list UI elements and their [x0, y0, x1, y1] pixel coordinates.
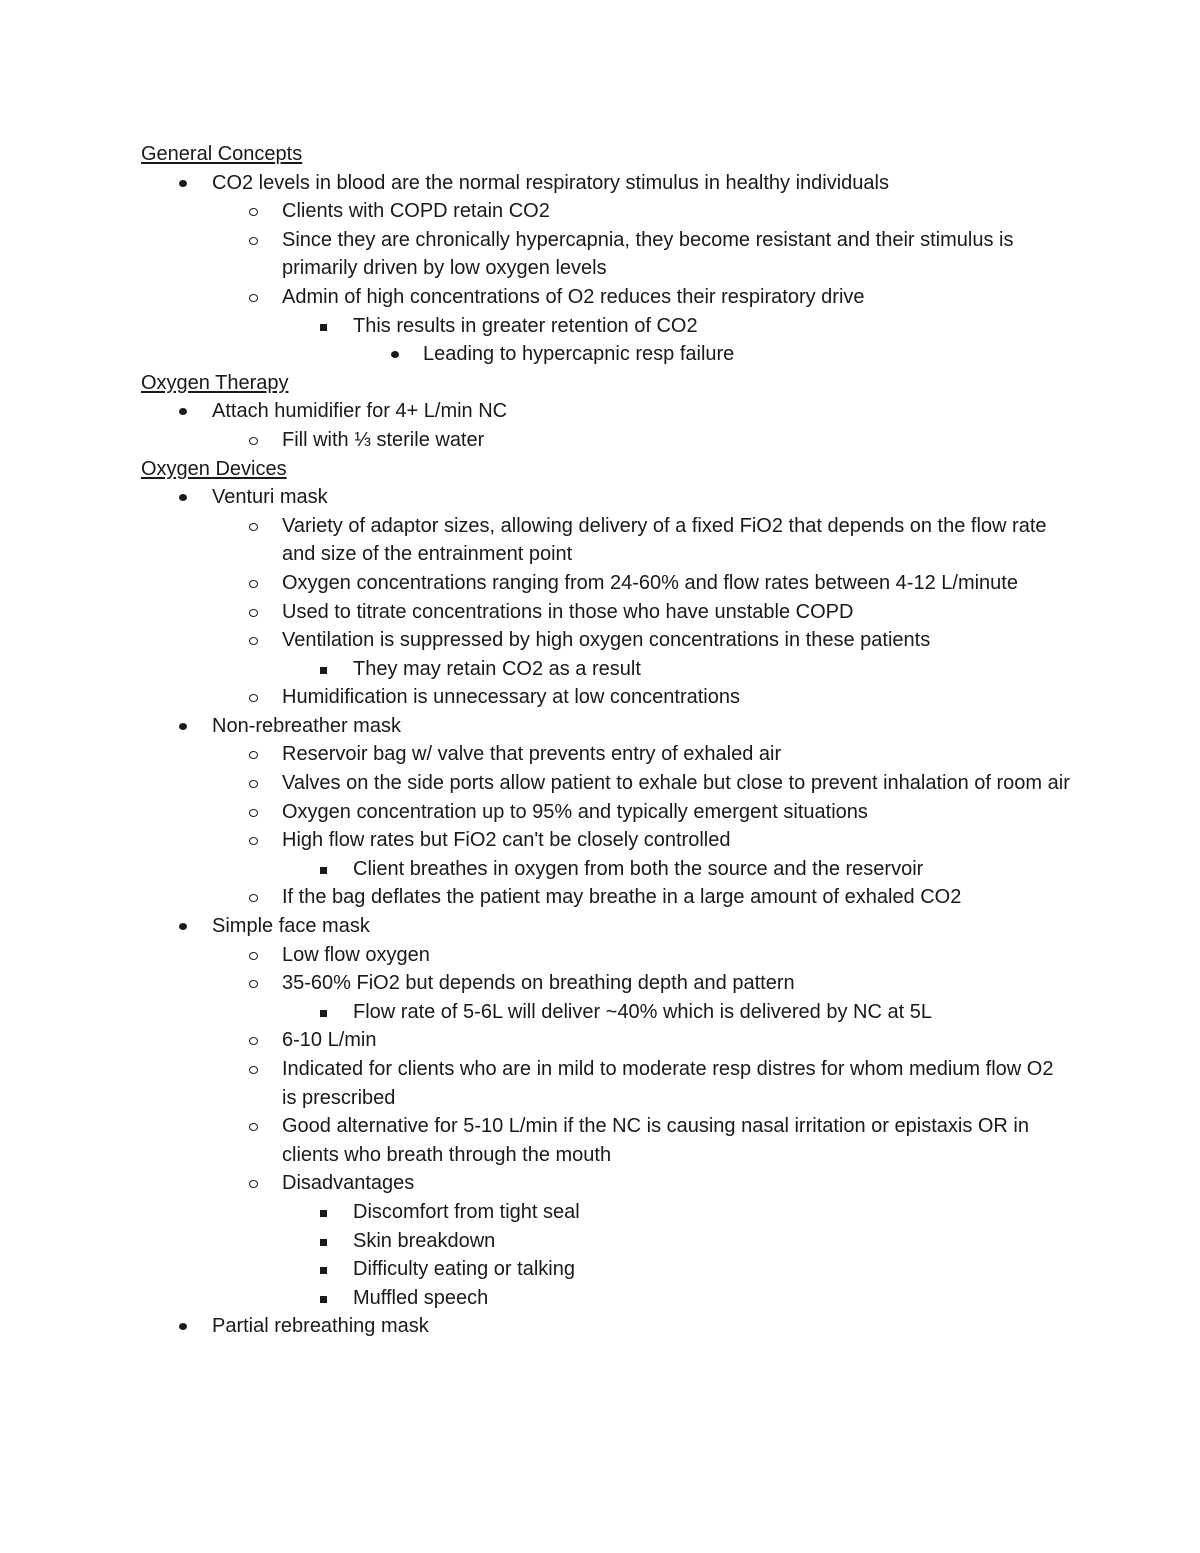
- list-item: [141, 312, 1071, 341]
- disc-bullet-icon: [179, 723, 187, 730]
- list-item: [141, 1198, 1071, 1227]
- list-item-text: Skin breakdown: [353, 1229, 496, 1252]
- square-bullet-icon: [320, 667, 327, 674]
- list-item-text: Muffled speech: [353, 1286, 489, 1309]
- disc-bullet-icon: [179, 923, 187, 930]
- circle-bullet-icon: [249, 580, 258, 588]
- list-item-text: Indicated for clients who are in mild to moderate resp distres for whom medium flow O2 is prescribed: [282, 1058, 1054, 1109]
- circle-bullet-icon: [249, 1180, 258, 1188]
- list-item: [141, 941, 1071, 970]
- circle-bullet-icon: [249, 980, 258, 988]
- list-item-text: Partial rebreathing mask: [212, 1315, 429, 1338]
- list-item: [141, 1312, 1071, 1341]
- list-item-text: This results in greater retention of CO2: [353, 314, 698, 337]
- square-bullet-icon: [320, 1296, 327, 1303]
- disc-bullet-icon: [391, 351, 399, 358]
- list-item-text: Admin of high concentrations of O2 reduces their respiratory drive: [282, 285, 865, 308]
- list-item-text: Oxygen concentrations ranging from 24-60% and flow rates between 4-12 L/minute: [282, 571, 1018, 594]
- circle-bullet-icon: [249, 208, 258, 216]
- disc-bullet-icon: [179, 1323, 187, 1330]
- list-item-text: Disadvantages: [282, 1172, 415, 1195]
- list-item: [141, 226, 1071, 283]
- list-item-text: They may retain CO2 as a result: [353, 657, 641, 680]
- list-item-text: 35-60% FiO2 but depends on breathing depth and pattern: [282, 972, 795, 995]
- list-item-text: Client breathes in oxygen from both the source and the reservoir: [353, 857, 924, 880]
- bullet-list: [141, 169, 1071, 369]
- circle-bullet-icon: [249, 1037, 258, 1045]
- list-item-text: Fill with ⅓ sterile water: [282, 428, 485, 451]
- list-item-text: Discomfort from tight seal: [353, 1200, 580, 1223]
- list-item: [141, 569, 1071, 598]
- list-item: [141, 626, 1071, 655]
- list-item-text: 6-10 L/min: [282, 1029, 377, 1052]
- list-item: [141, 798, 1071, 827]
- disc-bullet-icon: [179, 494, 187, 501]
- list-item-text: If the bag deflates the patient may breathe in a large amount of exhaled CO2: [282, 886, 962, 909]
- circle-bullet-icon: [249, 437, 258, 445]
- list-item: [141, 1055, 1071, 1112]
- circle-bullet-icon: [249, 1066, 258, 1074]
- list-item-text: Attach humidifier for 4+ L/min NC: [212, 400, 508, 423]
- list-item-text: Humidification is unnecessary at low concentrations: [282, 686, 740, 709]
- list-item-text: CO2 levels in blood are the normal respiratory stimulus in healthy individuals: [212, 171, 889, 194]
- list-item-text: Leading to hypercapnic resp failure: [423, 343, 735, 366]
- circle-bullet-icon: [249, 237, 258, 245]
- list-item: [141, 998, 1071, 1027]
- list-item-text: High flow rates but FiO2 can't be closely controlled: [282, 829, 731, 852]
- list-item: [141, 1112, 1071, 1169]
- list-item-text: Venturi mask: [212, 486, 328, 509]
- list-item: [141, 912, 1071, 941]
- list-item: [141, 397, 1071, 426]
- list-item-text: Simple face mask: [212, 915, 370, 938]
- list-item: [141, 1255, 1071, 1284]
- list-item: [141, 655, 1071, 684]
- list-item: [141, 826, 1071, 855]
- list-item-text: Clients with COPD retain CO2: [282, 200, 550, 223]
- list-item: [141, 769, 1071, 798]
- circle-bullet-icon: [249, 694, 258, 702]
- list-item-text: Variety of adaptor sizes, allowing delivery of a fixed FiO2 that depends on the flow rate and size of the entrainment point: [282, 514, 1047, 566]
- list-item: [141, 1284, 1071, 1313]
- square-bullet-icon: [320, 324, 327, 331]
- list-item-text: Difficulty eating or talking: [353, 1258, 575, 1281]
- square-bullet-icon: [320, 1267, 327, 1274]
- list-item-text: Since they are chronically hypercapnia, they become resistant and their stimulus is primarily driven by low oxygen levels: [282, 228, 1014, 280]
- list-item: [141, 683, 1071, 712]
- list-item: [141, 283, 1071, 312]
- list-item: [141, 1227, 1071, 1256]
- circle-bullet-icon: [249, 837, 258, 845]
- list-item: [141, 1026, 1071, 1055]
- list-item-text: Ventilation is suppressed by high oxygen concentrations in these patients: [282, 629, 931, 652]
- list-item: [141, 712, 1071, 741]
- list-item-text: Non-rebreather mask: [212, 714, 401, 737]
- list-item-text: Good alternative for 5-10 L/min if the NC is causing nasal irritation or epistaxis OR in clients who breath through the mouth: [282, 1115, 1030, 1166]
- list-item-text: Used to titrate concentrations in those who have unstable COPD: [282, 600, 854, 623]
- disc-bullet-icon: [179, 180, 187, 187]
- section-heading: Oxygen Devices: [141, 457, 287, 480]
- circle-bullet-icon: [249, 523, 258, 531]
- list-item: [141, 340, 1071, 369]
- list-item: [141, 426, 1071, 455]
- list-item-text: Reservoir bag w/ valve that prevents entry of exhaled air: [282, 743, 782, 766]
- list-item: [141, 1169, 1071, 1198]
- list-item: [141, 512, 1071, 569]
- bullet-list: [141, 483, 1071, 1341]
- list-item-text: Valves on the side ports allow patient to exhale but close to prevent inhalation of room air: [282, 772, 1070, 795]
- circle-bullet-icon: [249, 894, 258, 902]
- document-page: [141, 140, 1071, 1341]
- square-bullet-icon: [320, 1010, 327, 1017]
- disc-bullet-icon: [179, 408, 187, 415]
- list-item: [141, 483, 1071, 512]
- circle-bullet-icon: [249, 609, 258, 617]
- list-item-text: Oxygen concentration up to 95% and typically emergent situations: [282, 800, 868, 823]
- list-item-text: Flow rate of 5-6L will deliver ~40% which is delivered by NC at 5L: [353, 1000, 932, 1023]
- list-item: [141, 740, 1071, 769]
- list-item: [141, 598, 1071, 627]
- circle-bullet-icon: [249, 294, 258, 302]
- circle-bullet-icon: [249, 780, 258, 788]
- bullet-list: [141, 397, 1071, 454]
- list-item-text: Low flow oxygen: [282, 943, 430, 966]
- circle-bullet-icon: [249, 1123, 258, 1131]
- section-heading: General Concepts: [141, 143, 303, 165]
- circle-bullet-icon: [249, 809, 258, 817]
- list-item: [141, 883, 1071, 912]
- section-heading: Oxygen Therapy: [141, 371, 289, 394]
- list-item: [141, 969, 1071, 998]
- list-item: [141, 169, 1071, 198]
- square-bullet-icon: [320, 1239, 327, 1246]
- circle-bullet-icon: [249, 751, 258, 759]
- square-bullet-icon: [320, 1210, 327, 1217]
- list-item: [141, 855, 1071, 884]
- circle-bullet-icon: [249, 637, 258, 645]
- circle-bullet-icon: [249, 952, 258, 960]
- square-bullet-icon: [320, 867, 327, 874]
- list-item: [141, 197, 1071, 226]
